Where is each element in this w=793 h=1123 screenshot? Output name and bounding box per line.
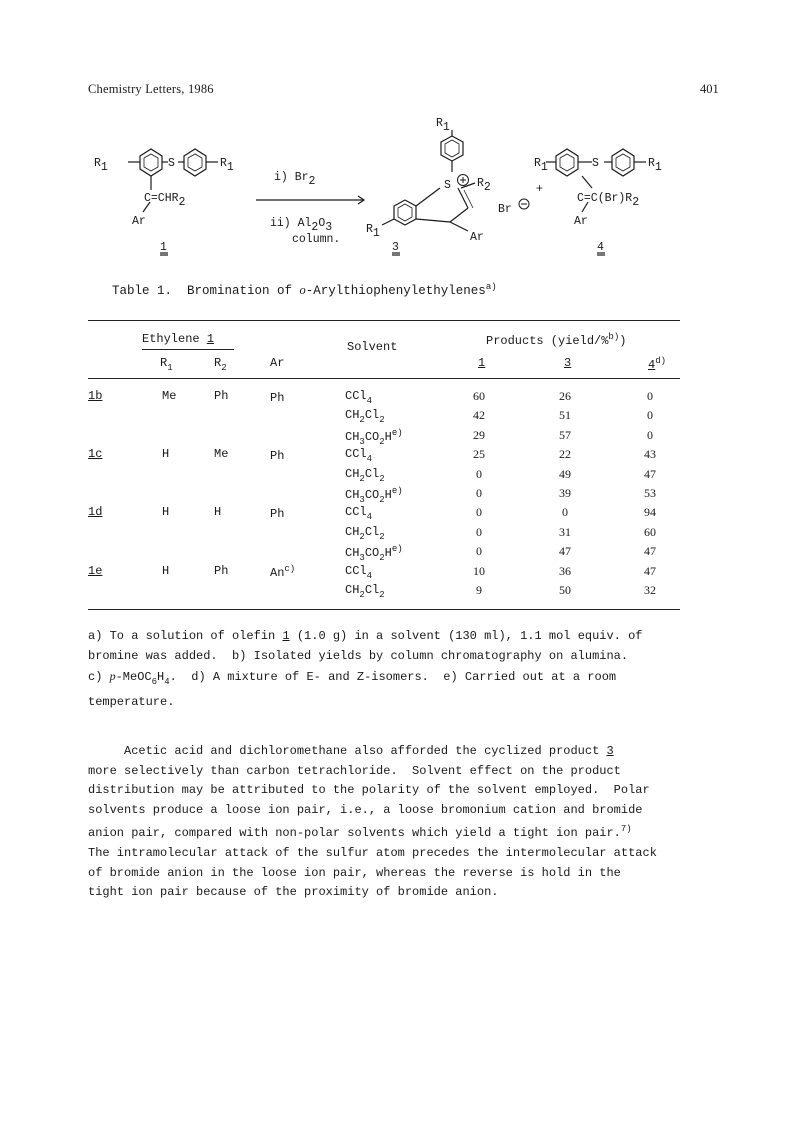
compound-3-r1-benzo: R1 bbox=[366, 223, 380, 240]
yield-product-4: 0 bbox=[647, 408, 653, 423]
reagent-step-1: i) Br2 bbox=[274, 171, 316, 188]
solvent-cell: $CH_3CO_2H^{e)}$ bbox=[345, 544, 403, 564]
ethylene-ar: An$^{c)}$ bbox=[270, 563, 296, 580]
header-solvent: Solvent bbox=[347, 340, 398, 354]
ethylene-r2: Ph bbox=[214, 389, 229, 403]
compound-4-r1-left: R1 bbox=[534, 157, 548, 174]
compound-3-label: 3 bbox=[392, 241, 399, 254]
yield-product-3: 49 bbox=[559, 466, 571, 481]
page-number: 401 bbox=[700, 82, 719, 96]
ethylene-ar: Ph bbox=[270, 391, 285, 405]
compound-3-benzo-ring-inner bbox=[398, 204, 412, 221]
yield-product-1: 0 bbox=[476, 544, 482, 559]
yield-product-3: 51 bbox=[559, 408, 571, 423]
ethylene-span-rule bbox=[142, 349, 234, 350]
table-footnotes bbox=[88, 626, 688, 712]
compound-1-ring-right bbox=[184, 149, 206, 176]
yield-product-3: 22 bbox=[559, 447, 571, 462]
compound-4-ring-right bbox=[612, 149, 634, 176]
ethylene-r2: H bbox=[214, 505, 222, 520]
yield-product-1: 60 bbox=[473, 389, 485, 403]
yield-product-1: 0 bbox=[476, 524, 482, 539]
running-header-journal: Chemistry Letters, 1986 bbox=[88, 82, 214, 96]
header-product-3: 3 bbox=[564, 356, 572, 370]
compound-1-ring-left bbox=[140, 149, 162, 176]
yield-product-4: 53 bbox=[644, 486, 656, 500]
plus-sign: + bbox=[536, 183, 543, 196]
yield-product-4: 60 bbox=[644, 524, 656, 539]
solvent-cell: $CH_2Cl_2$ bbox=[345, 408, 385, 426]
header-product-4: 4$^{d)}$ bbox=[648, 356, 667, 372]
reagent-step-2: ii) Al2O3 bbox=[270, 217, 333, 234]
solvent-cell: CCl$_4$ bbox=[345, 505, 373, 523]
yield-product-4: 94 bbox=[644, 505, 656, 520]
bromide-counterion: Br bbox=[498, 203, 512, 216]
body-line-7: of bromide anion in the loose ion pair, whereas the reverse is hold in the bbox=[88, 865, 621, 880]
compound-4-ar: Ar bbox=[574, 215, 588, 228]
compound-4-ring-left-inner bbox=[560, 154, 574, 171]
table-top-rule bbox=[88, 320, 680, 321]
footnote-line-2: bromine was added. b) Isolated yields by column chromatography on alumina. bbox=[88, 649, 629, 663]
body-paragraph bbox=[88, 742, 698, 903]
ethylene-id: 1c bbox=[88, 447, 103, 462]
compound-4-sulfur: S bbox=[592, 157, 599, 170]
compound-3-ar: Ar bbox=[470, 231, 484, 244]
table-caption: Table 1. Bromination of o-Arylthiophenylethylenes$^{a)}$ bbox=[112, 282, 497, 298]
yield-product-3: 39 bbox=[559, 486, 571, 500]
body-line-3: distribution may be attributed to the polarity of the solvent employed. Polar bbox=[88, 783, 650, 798]
ethylene-id: 1e bbox=[88, 563, 103, 578]
ethylene-r1: H bbox=[162, 563, 170, 578]
table-header-rule bbox=[88, 378, 680, 379]
compound-1-sulfur: S bbox=[168, 157, 175, 170]
yield-product-1: 29 bbox=[473, 427, 485, 442]
yield-product-1: 0 bbox=[476, 505, 482, 520]
ethylene-id: 1b bbox=[88, 389, 103, 403]
yield-product-3: 47 bbox=[559, 544, 571, 559]
solvent-cell: CCl$_4$ bbox=[345, 447, 373, 465]
yield-product-1: 10 bbox=[473, 563, 485, 578]
yield-product-1: 25 bbox=[473, 447, 485, 462]
compound-1-label: 1 bbox=[160, 241, 167, 254]
header-r2: $R_2$ bbox=[214, 356, 227, 373]
reagent-step-2-column: column. bbox=[292, 233, 341, 246]
yield-product-1: 42 bbox=[473, 408, 485, 423]
body-line-5: anion pair, compared with non-polar solvents which yield a tight ion pair.$^{7)}$ bbox=[88, 824, 632, 841]
body-line-2: more selectively than carbon tetrachloride. Solvent effect on the product bbox=[88, 763, 621, 778]
header-products: Products (yield/%$^{b)}$) bbox=[486, 332, 627, 348]
yield-product-4: 47 bbox=[644, 544, 656, 559]
compound-3-r1-top: R1 bbox=[436, 117, 450, 134]
yield-product-3: 26 bbox=[559, 389, 571, 403]
yield-product-4: 47 bbox=[644, 563, 656, 578]
solvent-cell: CCl$_4$ bbox=[345, 389, 373, 406]
ethylene-r2: Me bbox=[214, 447, 229, 462]
body-line-4: solvents produce a loose ion pair, i.e., a loose bromonium cation and bromide bbox=[88, 802, 643, 817]
compound-4-ring-right-inner bbox=[616, 154, 630, 171]
compound-4-ring-left bbox=[556, 149, 578, 176]
yield-product-4: 47 bbox=[644, 466, 656, 481]
yield-product-4: 43 bbox=[644, 447, 656, 462]
solvent-cell: $CH_3CO_2H^{e)}$ bbox=[345, 486, 403, 505]
ethylene-ar: Ph bbox=[270, 449, 285, 464]
compound-1-ar: Ar bbox=[132, 215, 146, 228]
reaction-scheme bbox=[80, 108, 700, 268]
body-line-6: The intramolecular attack of the sulfur atom precedes the intermolecular attack bbox=[88, 845, 657, 860]
header-ethylene: Ethylene 1 bbox=[142, 332, 215, 346]
yield-product-1: 9 bbox=[476, 583, 482, 597]
ethylene-ar: Ph bbox=[270, 507, 285, 522]
table-bottom-rule bbox=[88, 609, 680, 610]
yield-product-3: 57 bbox=[559, 427, 571, 442]
compound-1-r1-right: R1 bbox=[220, 157, 234, 174]
yield-product-1: 0 bbox=[476, 486, 482, 500]
footnote-line-3: c) $p-MeOC_6H_4$. d) A mixture of E- and Z-isomers. e) Carried out at a room bbox=[88, 669, 617, 687]
compound-1-ring-left-inner bbox=[144, 154, 158, 171]
header-ar: Ar bbox=[270, 356, 285, 370]
compound-4-label: 4 bbox=[597, 241, 604, 254]
compound-1-vinyl: C=CHR2 bbox=[144, 192, 186, 209]
ethylene-r1: H bbox=[162, 505, 170, 520]
ethylene-r1: H bbox=[162, 447, 170, 462]
compound-3-ring-top-inner bbox=[445, 140, 459, 157]
yield-product-3: 36 bbox=[559, 563, 571, 578]
footnote-line-1: a) To a solution of olefin 1 (1.0 g) in a solvent (130 ml), 1.1 mol equiv. of bbox=[88, 629, 643, 643]
compound-1-r1-left: R1 bbox=[94, 157, 108, 174]
solvent-cell: $CH_2Cl_2$ bbox=[345, 524, 385, 542]
body-line-8: tight ion pair because of the proximity of bromide anion. bbox=[88, 885, 499, 900]
yield-product-1: 0 bbox=[476, 466, 482, 481]
yield-product-4: 32 bbox=[644, 583, 656, 597]
solvent-cell: $CH_3CO_2H^{e)}$ bbox=[345, 427, 403, 447]
footnote-line-4: temperature. bbox=[88, 695, 175, 709]
solvent-cell: $CH_2Cl_2$ bbox=[345, 466, 385, 484]
compound-3-sulfonium: S bbox=[444, 179, 451, 192]
body-line-1: Acetic acid and dichloromethane also afforded the cyclized product 3 bbox=[88, 744, 614, 758]
yield-product-4: 0 bbox=[647, 389, 653, 403]
yield-product-3: 0 bbox=[562, 505, 568, 520]
header-r1: $R_1$ bbox=[160, 356, 173, 373]
yield-product-3: 50 bbox=[559, 583, 571, 597]
compound-1-ring-right-inner bbox=[188, 154, 202, 171]
solvent-cell: CCl$_4$ bbox=[345, 563, 373, 581]
ethylene-r2: Ph bbox=[214, 563, 229, 578]
solvent-cell: $CH_2Cl_2$ bbox=[345, 583, 385, 600]
ethylene-r1: Me bbox=[162, 389, 177, 403]
compound-4-r1-right: R1 bbox=[648, 157, 662, 174]
yield-product-3: 31 bbox=[559, 524, 571, 539]
ethylene-id: 1d bbox=[88, 505, 103, 520]
compound-3-r2: R2 bbox=[477, 177, 491, 194]
yield-product-4: 0 bbox=[647, 427, 653, 442]
compound-4-vinyl: C=C(Br)R2 bbox=[577, 192, 640, 209]
header-product-1: 1 bbox=[478, 356, 486, 370]
